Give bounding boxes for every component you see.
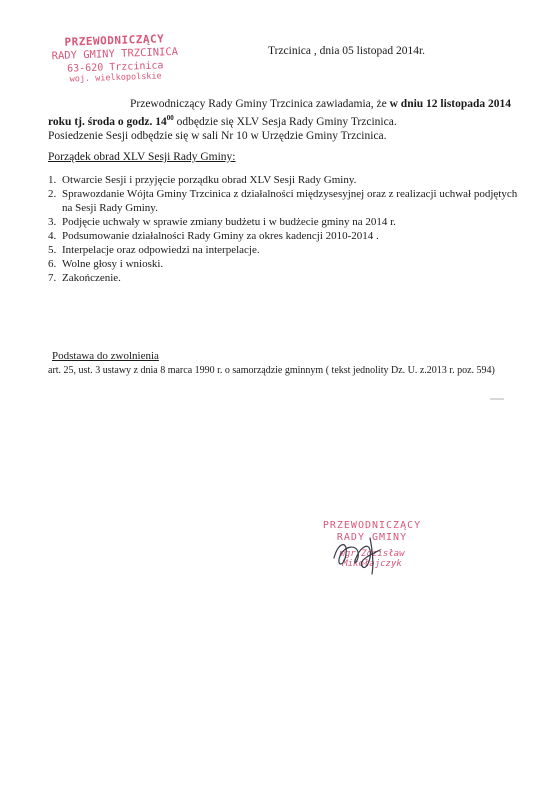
- agenda-title: Porządek obrad XLV Sesji Rady Gminy:: [48, 151, 236, 163]
- signature-stamp-name: mgr Zdzisław Mikołajczyk: [339, 549, 405, 569]
- stamp-line-postal: 63-620 Trzcinica: [66, 60, 164, 75]
- agenda-item-number: 1.: [48, 174, 57, 186]
- agenda-list: [48, 173, 518, 285]
- notice-text-1: Przewodniczący Rady Gminy Trzcinica zawiadamia, że: [130, 98, 390, 110]
- stamp-line-region: woj. wielkopolskie: [69, 71, 162, 85]
- notice-paragraph: [48, 97, 518, 143]
- place-and-date: Trzcinica , dnia 05 listopad 2014r.: [268, 45, 426, 57]
- agenda-item: [48, 215, 518, 229]
- agenda-item-number: 4.: [48, 230, 57, 242]
- legal-basis-title: Podstawa do zwolnienia: [52, 350, 159, 362]
- agenda-item-text: Sprawozdanie Wójta Gminy Trzcinica z działalności międzysesyjnej oraz z realizacji uchwał podjętych na Sesji Rady Gminy.: [62, 188, 518, 214]
- notice-location: Posiedzenie Sesji odbędzie się w sali Nr 10 w Urzędzie Gminy Trzcinica.: [48, 129, 387, 142]
- agenda-item-text: Podsumowanie działalności Rady Gminy za okres kadencji 2010-2014 .: [62, 230, 379, 242]
- office-stamp: [39, 31, 191, 85]
- agenda-item-number: 5.: [48, 244, 57, 256]
- agenda-item-number: 2.: [48, 188, 57, 200]
- agenda-item-number: 3.: [48, 216, 57, 228]
- legal-basis-text: art. 25, ust. 3 ustawy z dnia 8 marca 1990 r. o samorządzie gminnym ( tekst jednolity Dz. U. z.2013 r. poz. 594): [48, 365, 495, 376]
- agenda-item-number: 7.: [48, 272, 57, 284]
- agenda-item: [48, 257, 518, 271]
- agenda-item: [48, 271, 518, 285]
- stamp-line-council: RADY GMINY TRZCINICA: [51, 45, 179, 63]
- signature-stamp-council: RADY GMINY: [336, 532, 408, 543]
- handwritten-signature: [326, 528, 406, 578]
- agenda-item: [48, 243, 518, 257]
- notice-text-2: odbędzie się XLV Sesja Rady Gminy Trzcinica.: [173, 115, 397, 128]
- notice-time-minutes: 00: [166, 114, 174, 122]
- agenda-item: [48, 229, 518, 243]
- stamp-line-title: PRZEWODNICZĄCY: [64, 32, 165, 49]
- agenda-item-text: Wolne głosy i wnioski.: [62, 258, 164, 270]
- agenda-item-text: Podjęcie uchwały w sprawie zmiany budżetu i w budżecie gminy na 2014 r.: [62, 216, 396, 228]
- agenda-item: [48, 173, 518, 187]
- agenda-item-text: Zakończenie.: [62, 272, 121, 284]
- agenda-item-text: Otwarcie Sesji i przyjęcie porządku obrad XLV Sesji Rady Gminy.: [62, 174, 357, 186]
- agenda-item-text: Interpelacje oraz odpowiedzi na interpelacje.: [62, 244, 260, 256]
- notice-date-time: w dniu 12 listopada 2014 roku tj. środa o godz. 14: [48, 98, 512, 128]
- scan-mark: [490, 398, 504, 400]
- agenda-item: [48, 187, 518, 215]
- agenda-item-number: 6.: [48, 258, 57, 270]
- signature-stamp-title: PRZEWODNICZĄCY: [322, 520, 422, 531]
